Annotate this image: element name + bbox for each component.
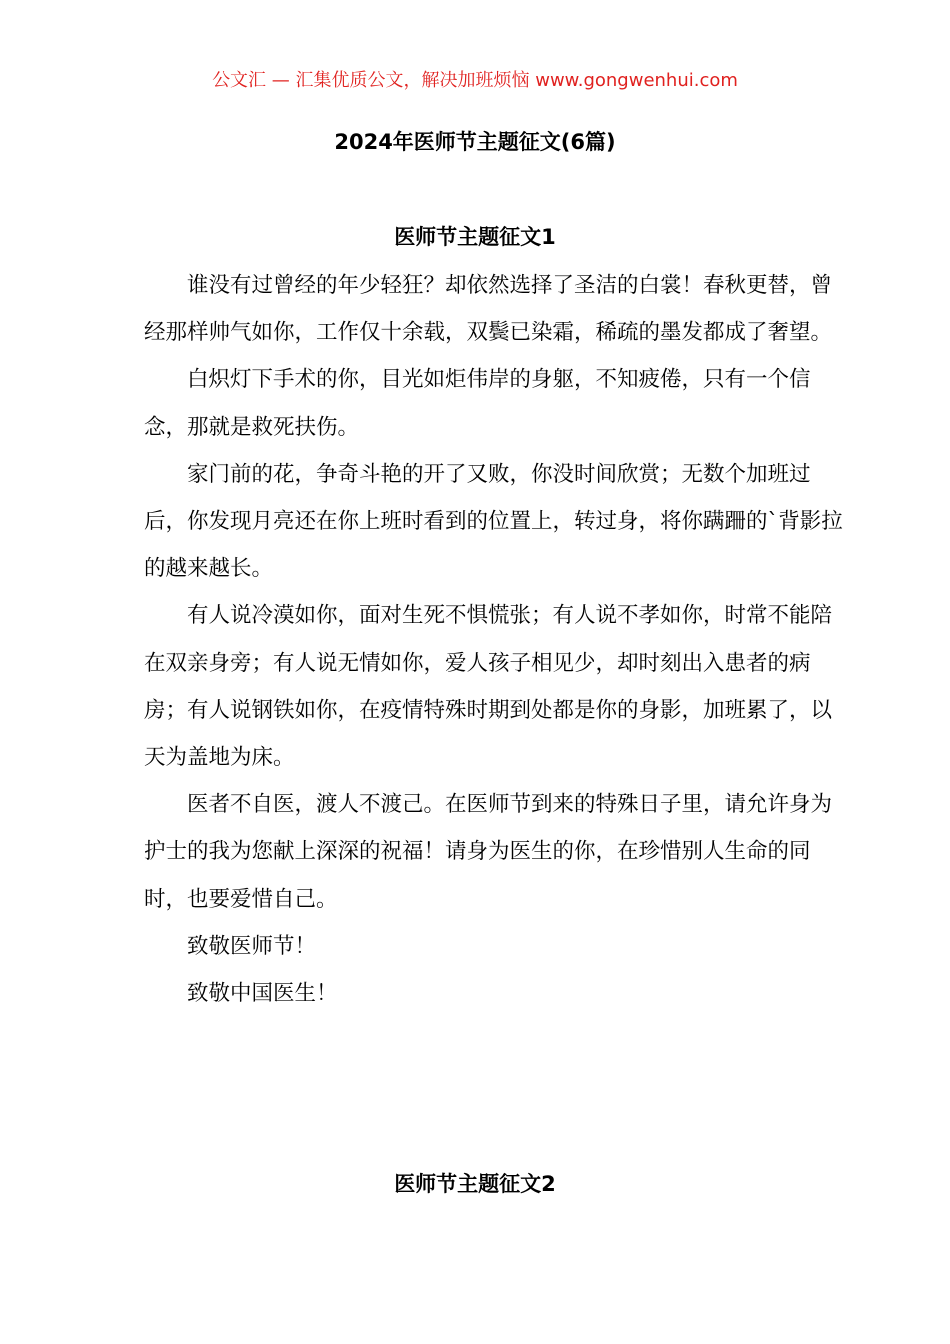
paragraph: 医者不自医，渡人不渡己。在医师节到来的特殊日子里，请允许身为护士的我为您献上深深的祝福！请身为医生的你，在珍惜别人生命的同时，也要爱惜自己。 (144, 792, 833, 912)
paragraph: 白炽灯下手术的你，目光如炬伟岸的身躯，不知疲倦，只有一个信念，那就是救死扶伤。 (144, 367, 811, 440)
paragraph: 有人说冷漠如你，面对生死不惧慌张；有人说不孝如你，时常不能陪在双亲身旁；有人说无情如你，爱人孩子相见少，却时刻出入患者的病房；有人说钢铁如你，在疫情特殊时期到处都是你的身影，加班累了，以天为盖地为床。 (144, 603, 833, 771)
paragraph: 致敬中国医生！ (187, 981, 338, 1007)
watermark-header: 公文汇 — 汇集优质公文，解决加班烦恼 www.gongwenhui.com (212, 70, 738, 91)
paragraph: 致敬医师节！ (187, 933, 317, 959)
paragraph: 谁没有过曾经的年少轻狂？却依然选择了圣洁的白裳！春秋更替，曾经那样帅气如你，工作仅十余载，双鬓已染霜，稀疏的墨发都成了奢望。 (144, 273, 833, 346)
section-1-body (144, 262, 844, 1017)
paragraph: 家门前的花，争奇斗艳的开了又败，你没时间欣赏；无数个加班过后，你发现月亮还在你上班时看到的位置上，转过身，将你蹒跚的`背影拉的越来越长。 (144, 461, 843, 582)
section-1-heading: 医师节主题征文1 (394, 225, 556, 249)
document-title: 2024年医师节主题征文(6篇) (334, 130, 616, 154)
section-2-heading: 医师节主题征文2 (394, 1172, 556, 1196)
